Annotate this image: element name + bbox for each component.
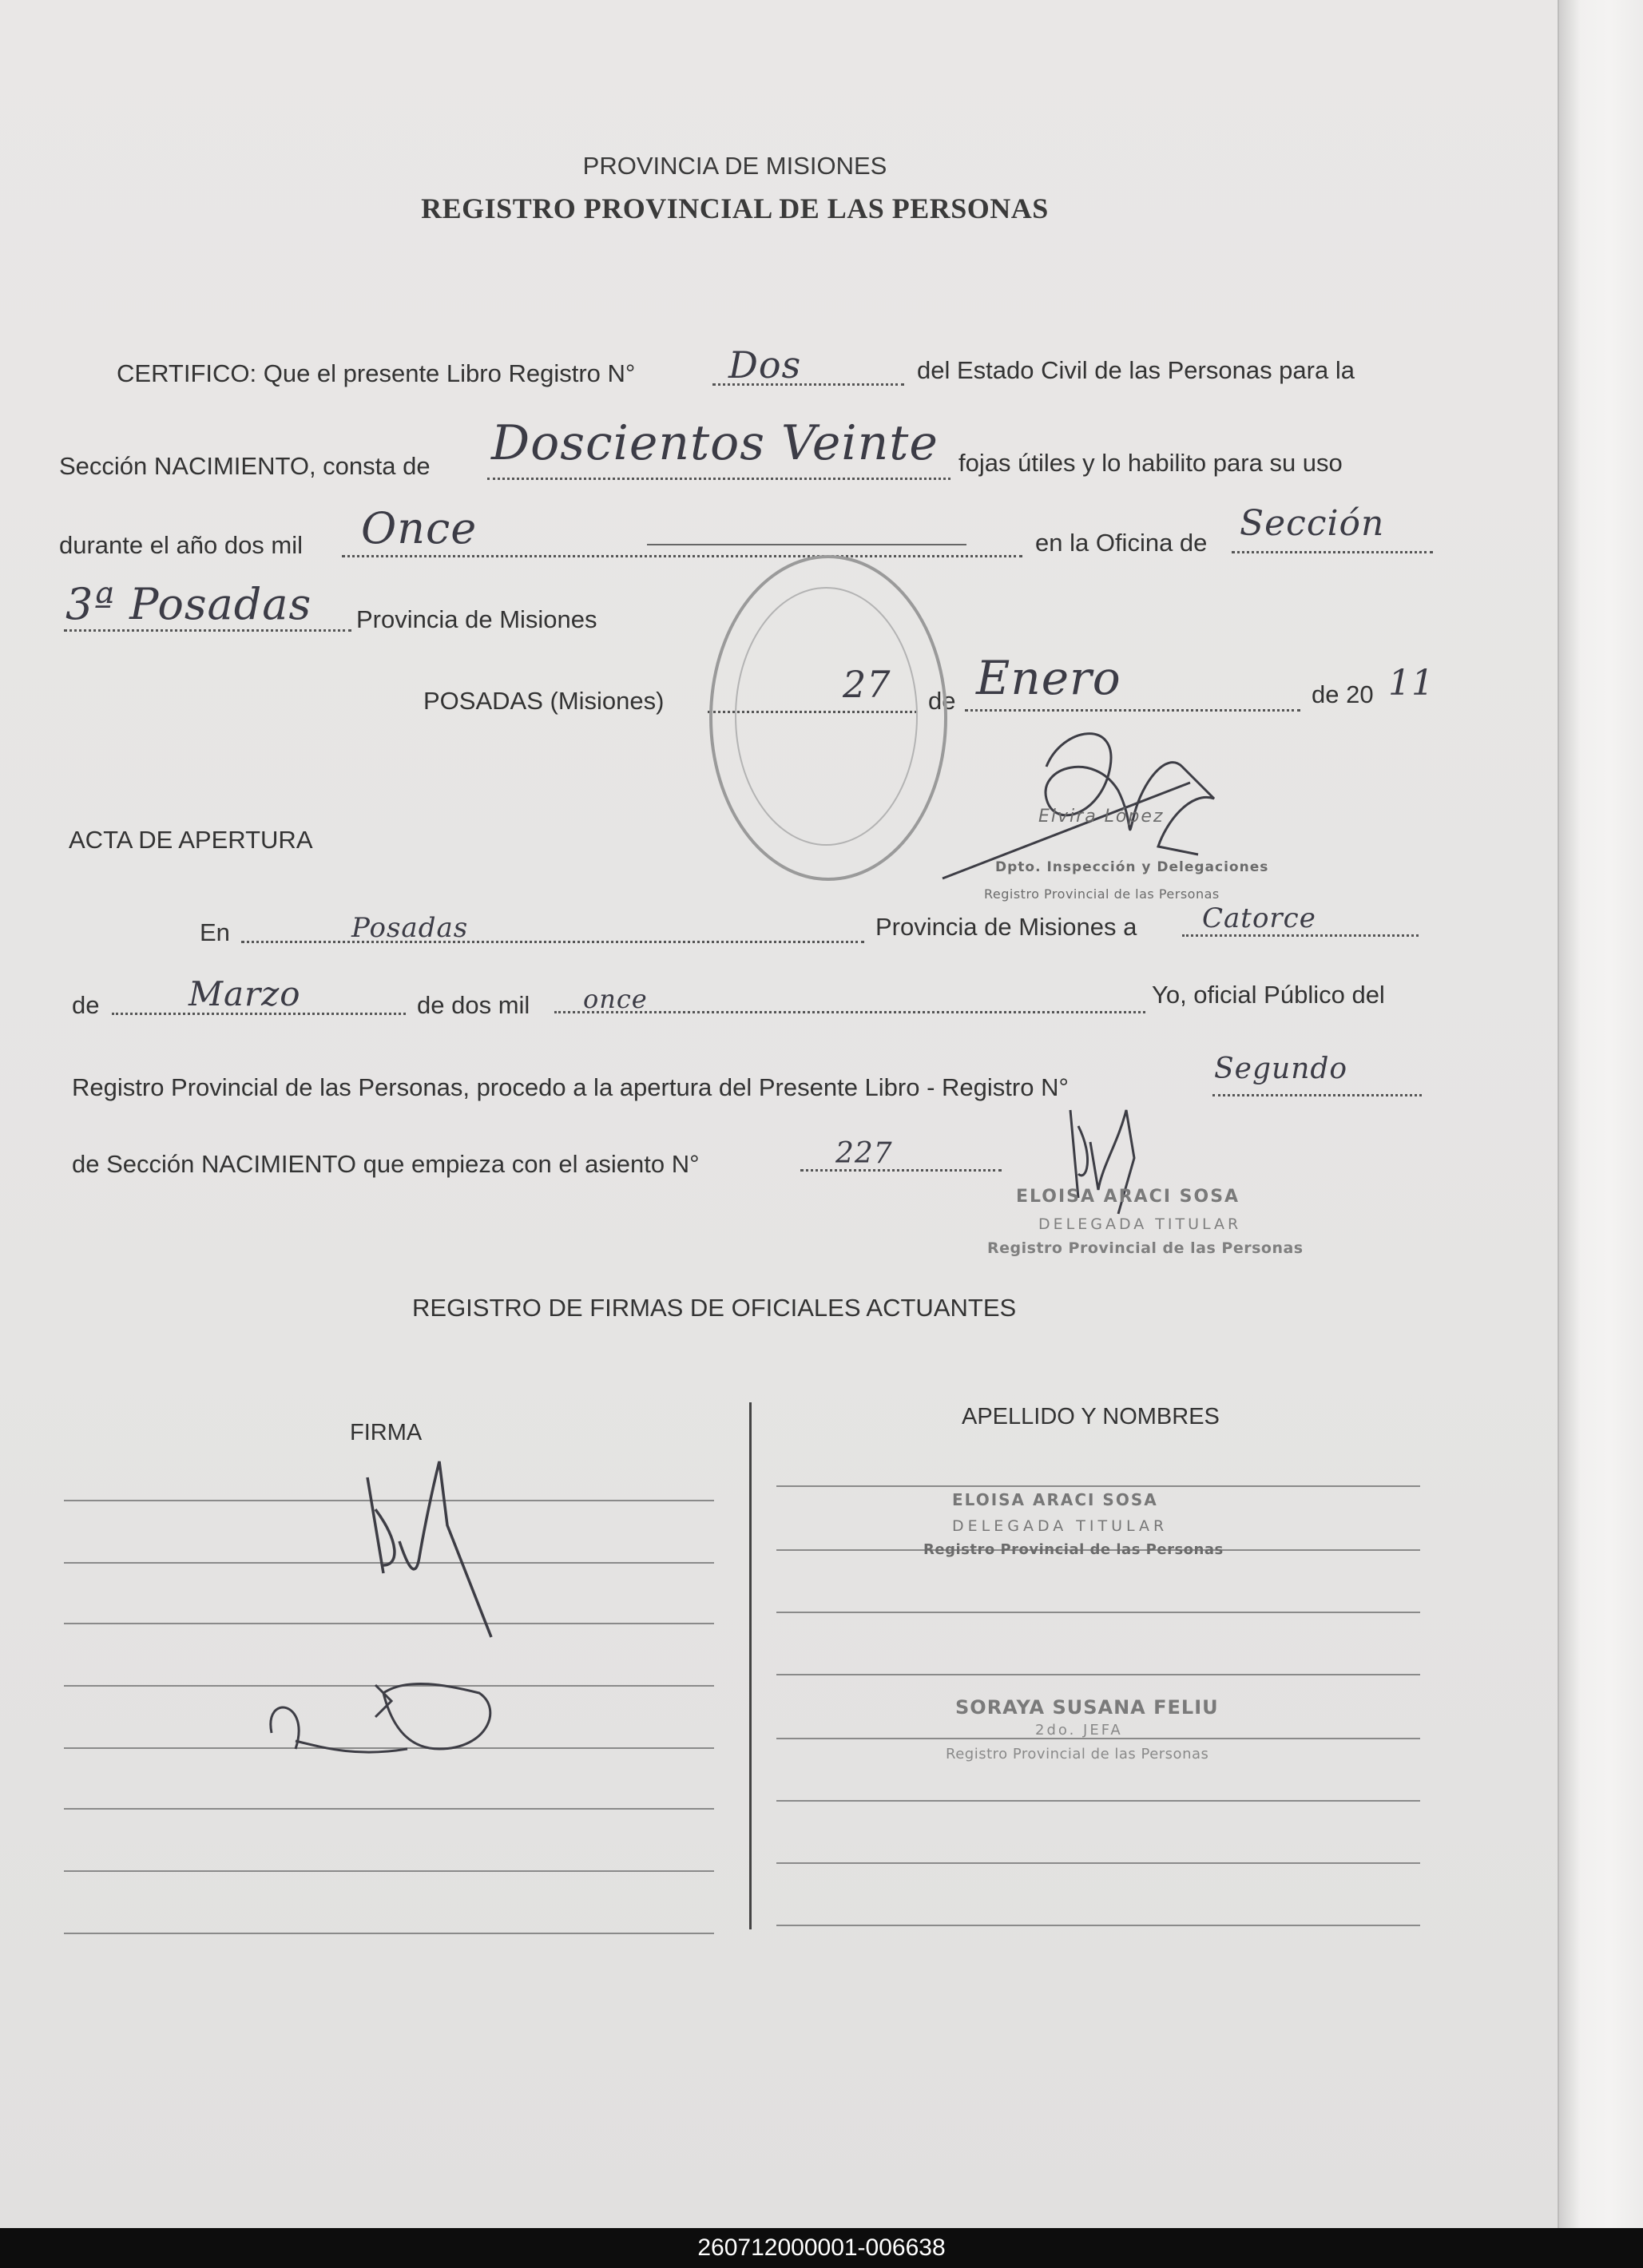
column-divider	[749, 1402, 752, 1929]
office-dots	[1232, 551, 1433, 553]
opening-de-label: de	[72, 991, 100, 1019]
cert-line1-end: del Estado Civil de las Personas para la	[917, 356, 1355, 384]
firma-signature-1	[351, 1445, 511, 1645]
cert-line2-start: Sección NACIMIENTO, consta de	[59, 452, 431, 480]
name-row-line	[776, 1612, 1420, 1613]
stamp-1-department: Dpto. Inspección y Delegaciones	[995, 859, 1269, 875]
office-b-dots	[64, 629, 351, 632]
opening-official-label: Yo, oficial Público del	[1152, 981, 1385, 1009]
office-handwritten-b: 3ª Posadas	[65, 579, 312, 629]
stamp-2-organization: Registro Provincial de las Personas	[987, 1239, 1304, 1257]
opening-en-label: En	[200, 918, 230, 946]
opening-line3: Registro Provincial de las Personas, procedo a la apertura del Presente Libro - Registro N°	[72, 1073, 1069, 1101]
firma-signature-2	[264, 1661, 503, 1765]
month-dots	[965, 709, 1300, 712]
opening-place-dots	[241, 941, 864, 943]
opening-line4: de Sección NACIMIENTO que empieza con el asiento N°	[72, 1150, 700, 1178]
col-signature-label: FIRMA	[350, 1420, 423, 1445]
stamp-1-name: Elvira López	[1038, 807, 1165, 827]
signature-row-line	[64, 1870, 714, 1872]
pages-count-dots	[487, 478, 950, 480]
entry-1-organization: Registro Provincial de las Personas	[923, 1541, 1224, 1558]
name-row-line	[776, 1862, 1420, 1864]
province-heading: PROVINCIA DE MISIONES	[582, 152, 887, 180]
entry-number-handwritten: 227	[835, 1137, 893, 1170]
col-names-label: APELLIDO Y NOMBRES	[962, 1404, 1220, 1429]
opening-heading: ACTA DE APERTURA	[69, 826, 313, 854]
signature-row-line	[64, 1808, 714, 1810]
pages-count-handwritten: Doscientos Veinte	[491, 415, 939, 471]
stamp-2-role: DELEGADA TITULAR	[1038, 1215, 1242, 1233]
cert-line3-end: en la Oficina de	[1035, 529, 1208, 557]
opening-place-handwritten: Posadas	[351, 912, 469, 944]
cert-line2-end: fojas útiles y lo habilito para su uso	[958, 449, 1343, 477]
document-id: 260712000001-006638	[697, 2234, 946, 2261]
place-label: POSADAS (Misiones)	[423, 687, 665, 715]
opening-ordinal-dots	[1212, 1094, 1422, 1096]
opening-ordinal-handwritten: Segundo	[1214, 1053, 1348, 1085]
name-row-line	[776, 1485, 1420, 1487]
cert-line4-end: Provincia de Misiones	[356, 605, 597, 633]
entry-1-name: ELOISA ARACI SOSA	[952, 1490, 1158, 1509]
entry-2-organization: Registro Provincial de las Personas	[946, 1746, 1209, 1762]
cert-line3-start: durante el año dos mil	[59, 531, 304, 559]
office-handwritten-a: Sección	[1240, 503, 1385, 544]
entry-2-name: SORAYA SUSANA FELIU	[955, 1696, 1219, 1719]
name-row-line	[776, 1925, 1420, 1926]
opening-year-handwritten: once	[583, 984, 648, 1014]
de-label: de	[928, 687, 956, 715]
document-id-bar	[0, 2228, 1643, 2268]
year-dots	[342, 555, 1022, 557]
day-handwritten: 27	[843, 663, 891, 706]
opening-month-handwritten: Marzo	[189, 974, 301, 1013]
opening-dos-mil-label: de dos mil	[417, 991, 530, 1019]
stamp-2-name: ELOISA ARACI SOSA	[1016, 1187, 1240, 1207]
year-suffix-handwritten: 11	[1388, 663, 1435, 704]
entry-number-dots	[800, 1169, 1002, 1172]
name-row-line	[776, 1800, 1420, 1802]
entry-1-role: DELEGADA TITULAR	[952, 1517, 1169, 1535]
registry-title: REGISTRO PROVINCIAL DE LAS PERSONAS	[421, 192, 1049, 224]
month-handwritten: Enero	[976, 651, 1121, 705]
signature-row-line	[64, 1933, 714, 1934]
year-label: de 20	[1312, 680, 1374, 708]
official-seal-inner-ring	[735, 587, 918, 846]
stamp-1-organization: Registro Provincial de las Personas	[984, 886, 1220, 902]
signatures-heading: REGISTRO DE FIRMAS DE OFICIALES ACTUANTES	[412, 1294, 1017, 1322]
cert-line1-start: CERTIFICO: Que el presente Libro Registro N°	[117, 359, 636, 387]
year-underline	[647, 544, 966, 545]
adjacent-page-edge	[1558, 0, 1643, 2228]
opening-day-dots	[1182, 934, 1419, 937]
name-row-line	[776, 1674, 1420, 1675]
opening-province-label: Provincia de Misiones a	[875, 913, 1137, 941]
entry-2-role: 2do. JEFA	[1035, 1722, 1123, 1739]
year-word-handwritten: Once	[361, 503, 478, 553]
opening-day-handwritten: Catorce	[1202, 902, 1316, 934]
book-number-handwritten: Dos	[728, 343, 802, 387]
